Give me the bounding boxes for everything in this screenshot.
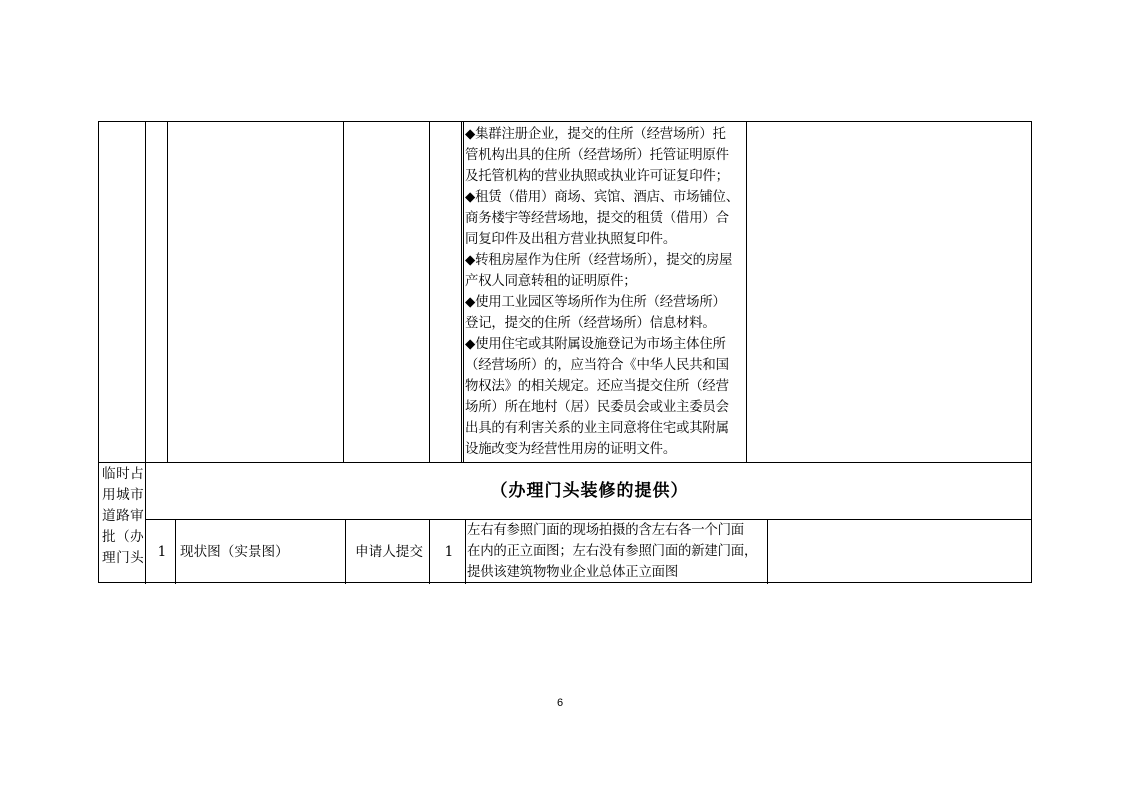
requirement-line: ◆转租房屋作为住所（经营场所），提交的房屋 — [465, 253, 733, 268]
item-label-line: 用城市 — [102, 487, 145, 503]
requirement-line: 物权法》的相关规定。还应当提交住所（经营 — [465, 379, 729, 394]
col-divider — [167, 122, 168, 463]
requirement-line: 出具的有利害关系的业主同意将住宅或其附属 — [465, 421, 729, 436]
requirement-line: 提供该建筑物物业企业总体正立面图 — [467, 565, 679, 580]
requirement-line: ◆使用住宅或其附属设施登记为市场主体住所 — [465, 337, 726, 352]
page-number: 6 — [556, 697, 564, 709]
material-requirements — [467, 520, 769, 584]
requirement-line: 及托管机构的营业执照或执业许可证复印件； — [465, 169, 729, 184]
requirement-line: 登记，提交的住所（经营场所）信息材料。 — [465, 316, 716, 331]
item-label-line: 临时占 — [102, 466, 145, 482]
materials-table — [98, 121, 1032, 583]
material-source: 申请人提交 — [355, 544, 423, 560]
item-label-line: 道路审 — [102, 508, 145, 524]
requirement-line: 左右有参照门面的现场拍摄的含左右各一个门面 — [467, 523, 745, 538]
requirement-line: 场所）所在地村（居）民委员会或业主委员会 — [465, 400, 729, 415]
row-number: 1 — [157, 544, 167, 560]
item-label-line: 理门头 — [102, 550, 145, 566]
item-label — [99, 463, 145, 584]
requirement-line: 产权人同意转租的证明原件； — [465, 274, 637, 289]
section-title: （办理门头装修的提供） — [490, 481, 689, 501]
col-divider — [145, 122, 146, 463]
item-label-line: 批（办 — [102, 529, 145, 545]
col-divider — [145, 463, 146, 584]
requirement-line: ◆租赁（借用）商场、宾馆、酒店、市场铺位、 — [465, 190, 739, 205]
requirement-line: ◆使用工业园区等场所作为住所（经营场所） — [465, 295, 726, 310]
requirements-cell — [465, 124, 747, 462]
col-divider — [429, 122, 430, 463]
material-name: 现状图（实景图） — [180, 544, 289, 560]
requirement-line: ◆集群注册企业，提交的住所（经营场所）托 — [465, 127, 726, 142]
col-divider-double — [461, 122, 464, 463]
requirement-line: 设施改变为经营性用房的证明文件。 — [465, 442, 677, 457]
requirement-line: 管机构出具的住所（经营场所）托管证明原件 — [465, 148, 729, 163]
requirement-line: （经营场所）的，应当符合《中华人民共和国 — [465, 358, 729, 373]
requirement-line: 同复印件及出租方营业执照复印件。 — [465, 232, 677, 247]
material-count: 1 — [444, 544, 454, 560]
col-divider — [343, 122, 344, 463]
requirement-line: 在内的正立面图；左右没有参照门面的新建门面， — [467, 544, 758, 559]
requirement-line: 商务楼宇等经营场地，提交的租赁（借用）合 — [465, 211, 729, 226]
